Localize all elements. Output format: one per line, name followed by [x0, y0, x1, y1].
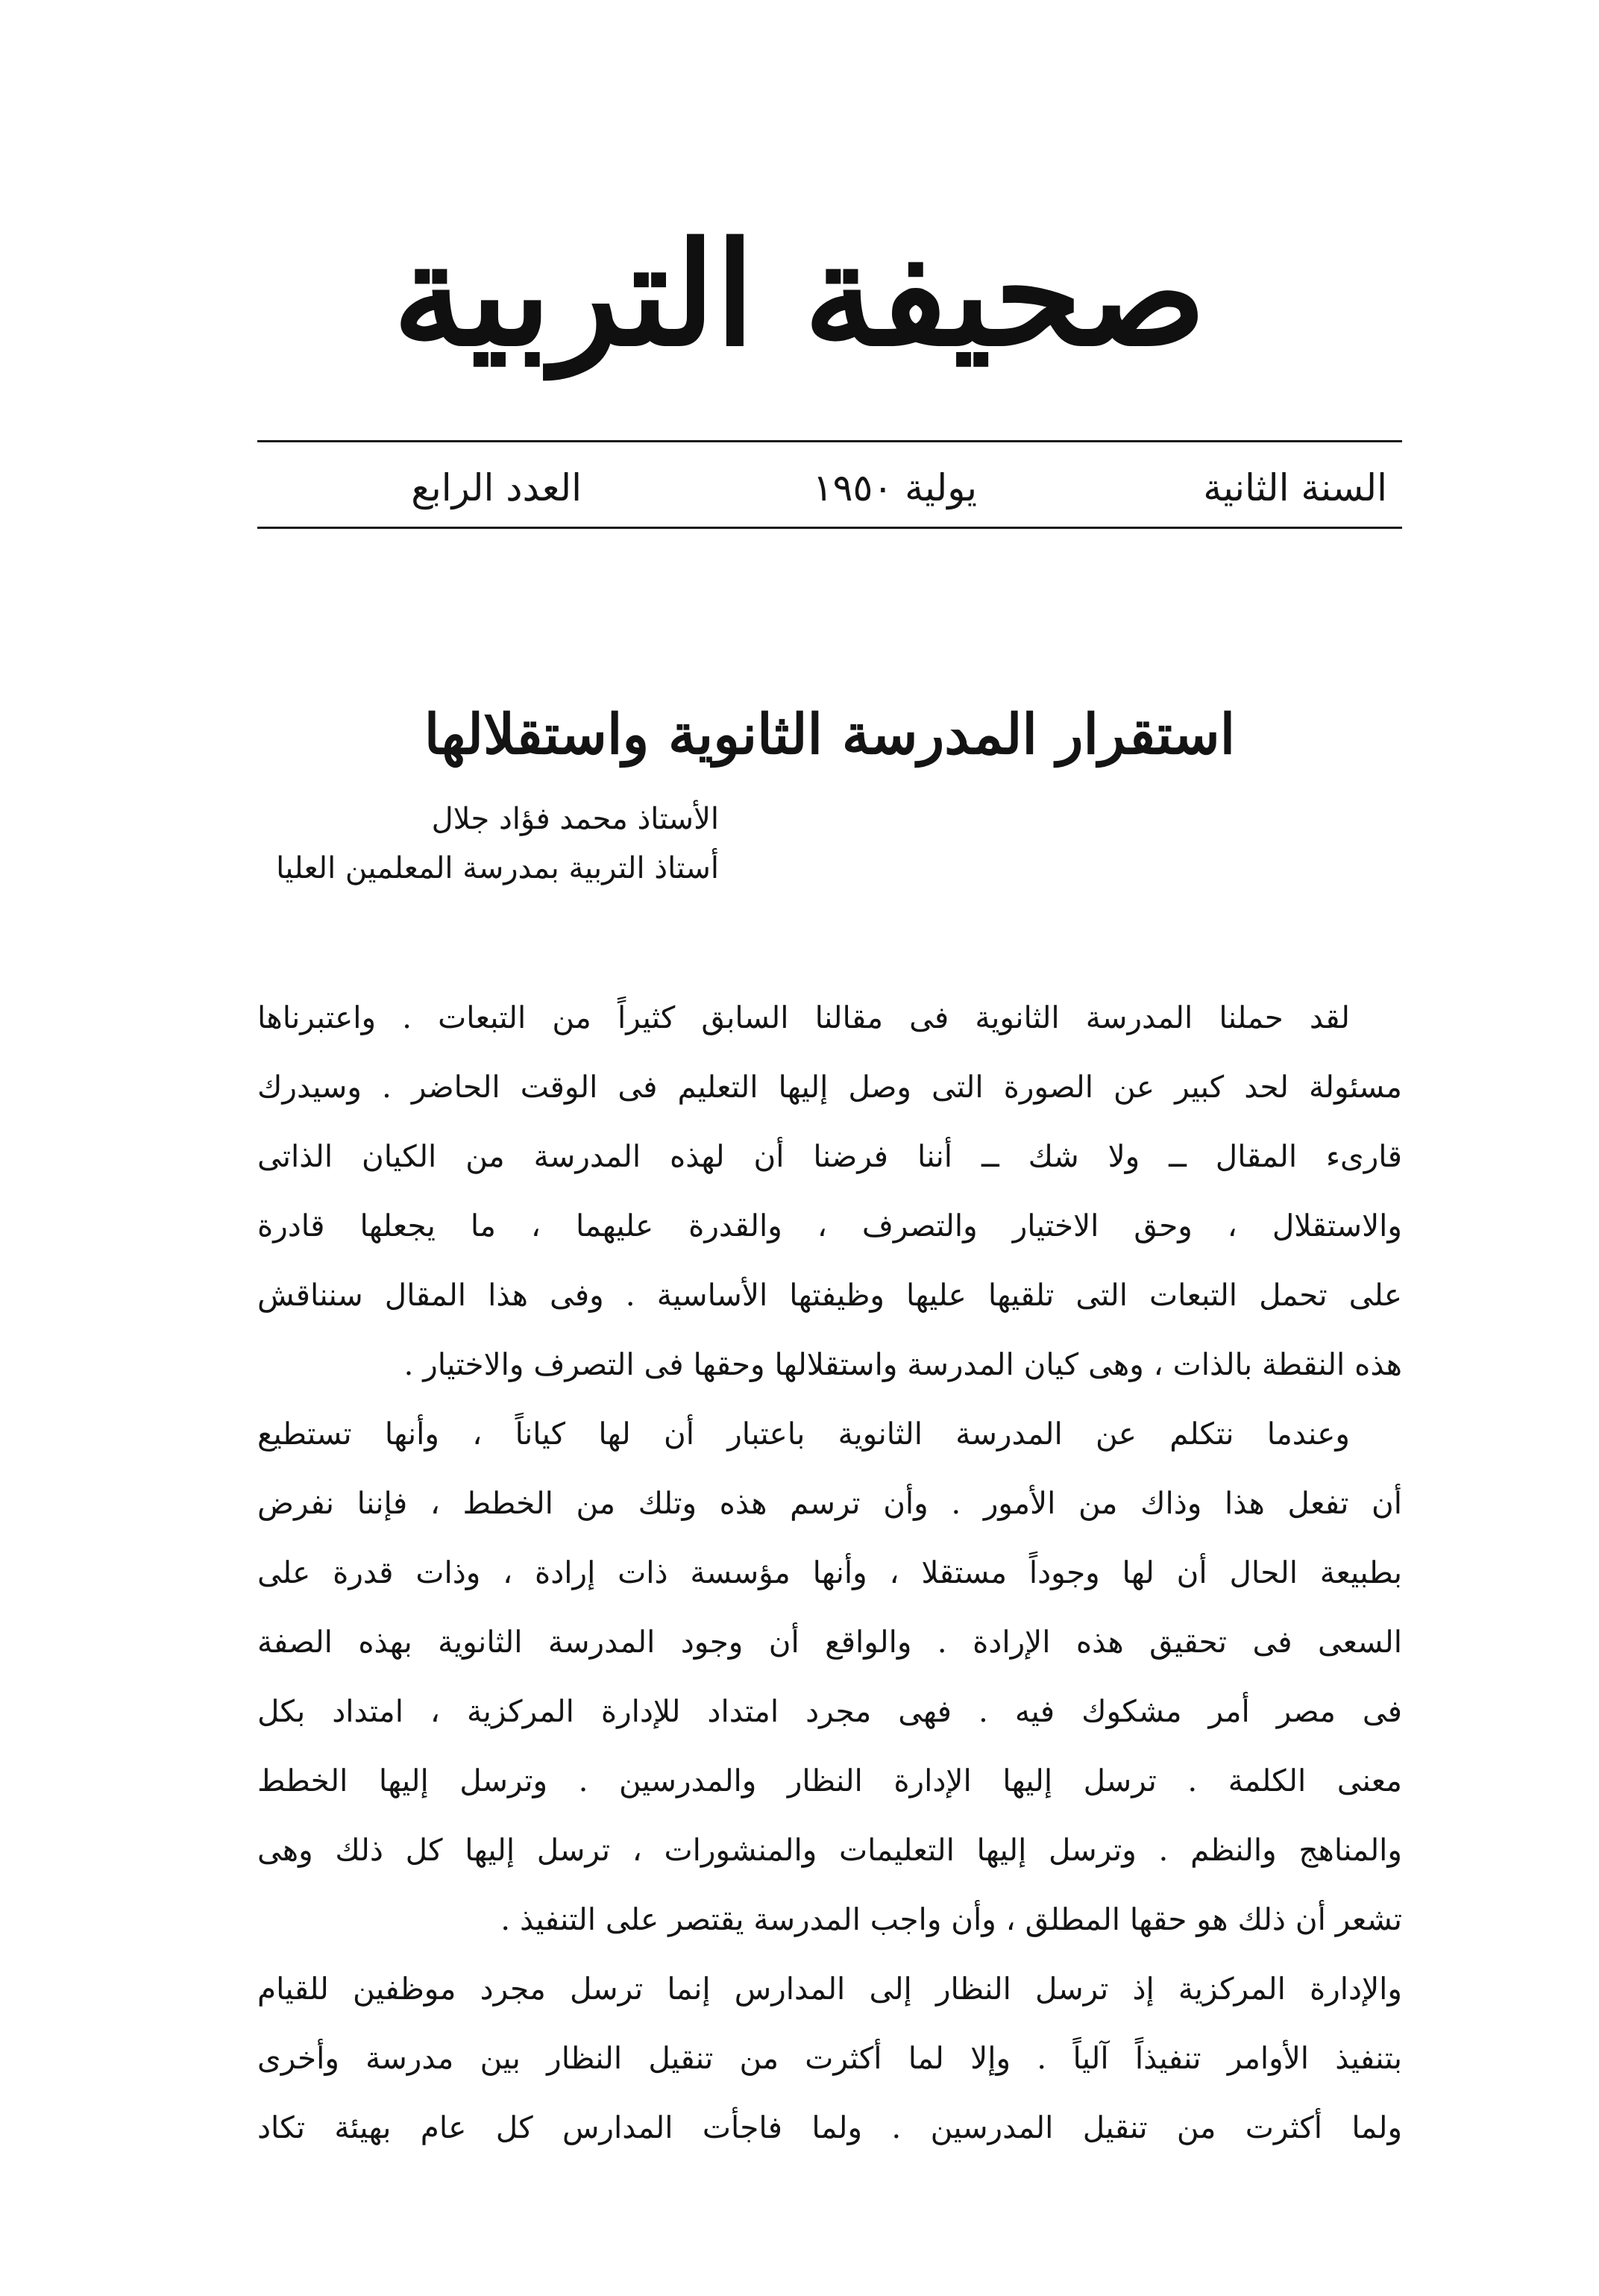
body-line: فى مصر أمر مشكوك فيه . فهى مجرد امتداد للإدارة المركزية ، امتداد بكل	[257, 1693, 1402, 1729]
header-rule-top	[257, 440, 1402, 442]
masthead	[0, 172, 1599, 418]
masthead-title: صحيفة التربية	[392, 211, 1207, 377]
body-line: والمناهج والنظم . وترسل إليها التعليمات والمنشورات ، ترسل إليها كل ذلك وهى	[257, 1832, 1402, 1868]
body-line: على تحمل التبعات التى تلقيها عليها وظيفتها الأساسية . وفى هذا المقال سنناقش	[257, 1277, 1402, 1313]
body-line: هذه النقطة بالذات ، وهى كيان المدرسة واستقلالها وحقها فى التصرف والاختيار .	[403, 1346, 1402, 1382]
issue-date: يولية ١٩٥٠	[812, 466, 977, 509]
body-line: والاستقلال ، وحق الاختيار والتصرف ، والقدرة عليهما ، ما يجعلها قادرة	[257, 1208, 1402, 1243]
body-line: ولما أكثرت من تنقيل المدرسين . ولما فاجأت المدارس كل عام بهيئة تكاد	[257, 2110, 1402, 2145]
article-body	[257, 983, 1402, 2162]
body-line: وعندما نتكلم عن المدرسة الثانوية باعتبار أن لها كياناً ، وأنها تستطيع	[257, 1416, 1350, 1452]
body-line: مسئولة لحد كبير عن الصورة التى وصل إليها التعليم فى الوقت الحاضر . وسيدرك	[257, 1069, 1402, 1105]
issue-number: العدد الرابع	[411, 466, 582, 509]
body-line: قارىء المقال ــ ولا شك ــ أننا فرضنا أن لهذه المدرسة من الكيان الذاتى	[257, 1138, 1402, 1174]
header-rule-bottom	[257, 527, 1402, 529]
body-line: بتنفيذ الأوامر تنفيذاً آلياً . وإلا لما أكثرت من تنقيل النظار بين مدرسة وأخرى	[257, 2040, 1402, 2076]
body-line: لقد حملنا المدرسة الثانوية فى مقالنا السابق كثيراً من التبعات . واعتبرناها	[257, 1000, 1350, 1035]
body-line: بطبيعة الحال أن لها وجوداً مستقلا ، وأنها مؤسسة ذات إرادة ، وذات قدرة على	[257, 1555, 1402, 1590]
body-line: السعى فى تحقيق هذه الإرادة . والواقع أن وجود المدرسة الثانوية بهذه الصفة	[257, 1624, 1402, 1660]
article-title: استقرار المدرسة الثانوية واستقلالها	[424, 703, 1236, 767]
body-line: أن تفعل هذا وذاك من الأمور . وأن ترسم هذه وتلك من الخطط ، فإننا نفرض	[257, 1485, 1402, 1521]
author-name: الأستاذ محمد فؤاد جلال	[431, 802, 719, 836]
issue-year: السنة الثانية	[1203, 466, 1387, 509]
body-line: والإدارة المركزية إذ ترسل النظار إلى المدارس إنما ترسل مجرد موظفين للقيام	[257, 1971, 1402, 2007]
body-line: تشعر أن ذلك هو حقها المطلق ، وأن واجب المدرسة يقتصر على التنفيذ .	[500, 1901, 1402, 1937]
byline	[276, 794, 719, 893]
author-role: أستاذ التربية بمدرسة المعلمين العليا	[276, 851, 719, 885]
issue-info	[257, 451, 1402, 525]
body-line: معنى الكلمة . ترسل إليها الإدارة النظار والمدرسين . وترسل إليها الخطط	[257, 1763, 1402, 1798]
